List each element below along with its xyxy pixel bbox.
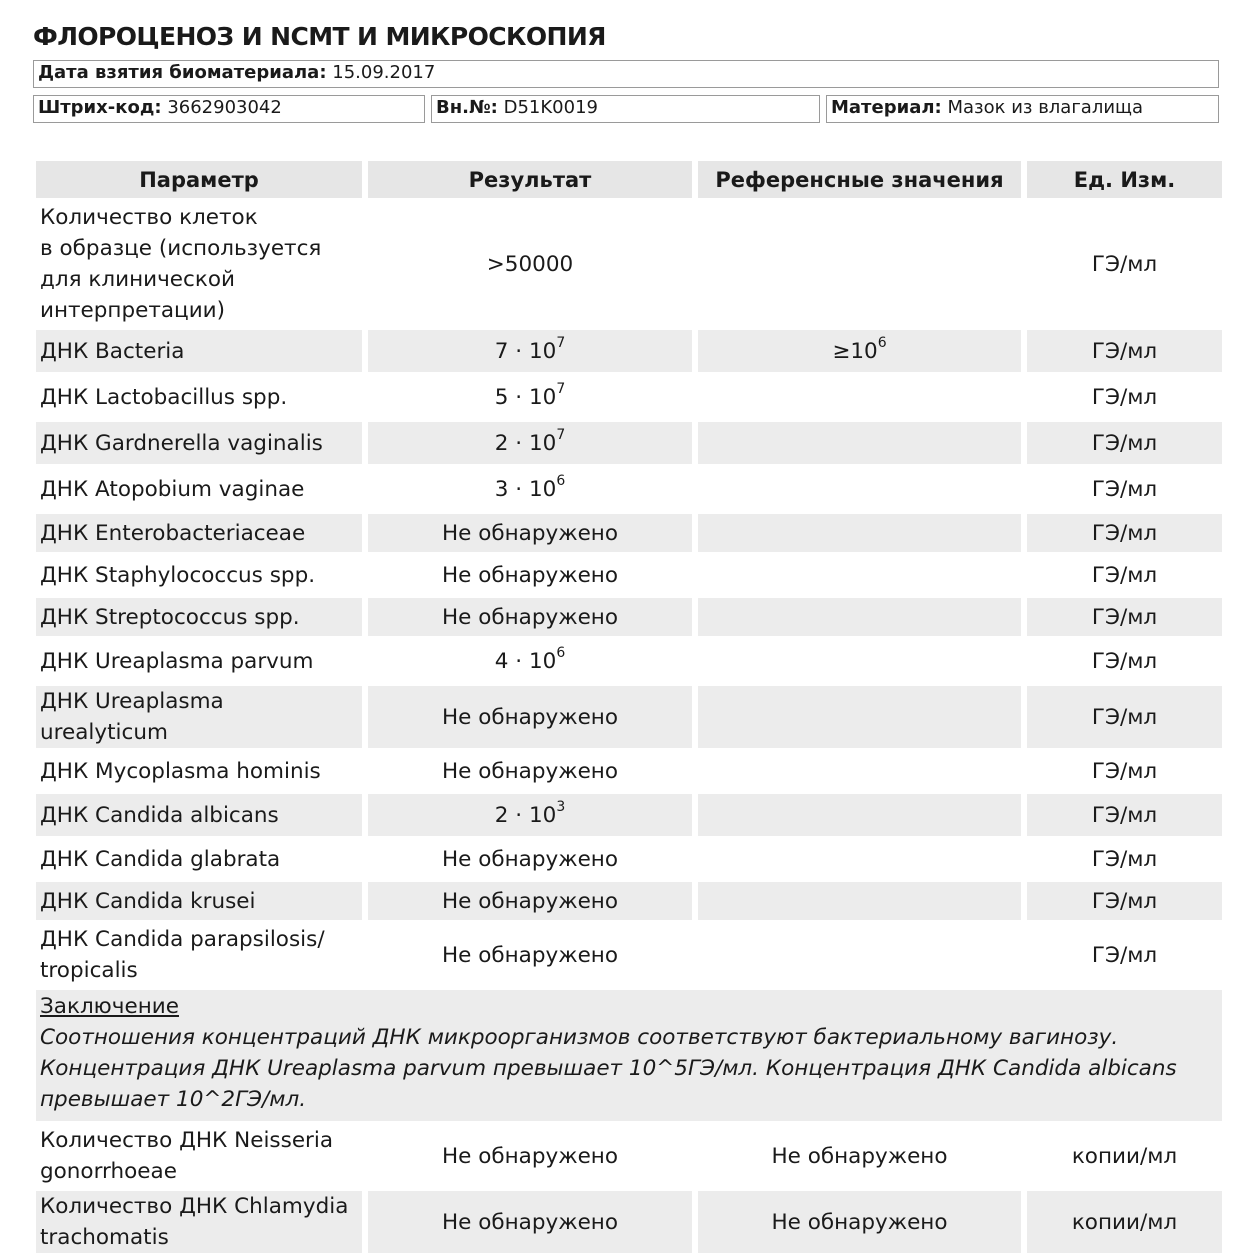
unit-cell: ГЭ/мл [1027,882,1222,920]
table-row [36,598,1222,636]
unit-cell: копии/мл [1071,1143,1178,1169]
unit-cell: ГЭ/мл [1027,330,1222,372]
conclusion-text: Соотношения концентраций ДНК микроорганизмов соответствуют бактериальному вагинозу. Концентрация ДНК Ureaplasma parvum превышает 10^5ГЭ/мл. Концентрация ДНК Candida albicans превышает 10^2ГЭ/мл. [40,1025,1177,1112]
column-header-reference: Референсные значения [698,161,1021,198]
unit-cell: ГЭ/мл [1091,942,1158,968]
unit-cell: ГЭ/мл [1091,648,1158,674]
result-cell [368,422,692,464]
result-cell [368,556,692,594]
unit-cell: ГЭ/мл [1091,846,1158,872]
table-row [36,1191,1222,1253]
result-value: Не обнаружено [441,942,619,968]
table-row [36,514,1222,552]
result-value: 3 · 10 [494,476,557,502]
reference-cell [698,330,1021,372]
result-value: >50000 [486,251,574,277]
parameter-cell: Количество клеток в образце (используется для клинической интерпретации) [40,205,322,323]
reference-exponent: 6 [877,334,887,351]
result-value: 4 · 10 [494,648,557,674]
result-cell [368,468,692,510]
column-header-unit: Ед. Изм. [1027,161,1222,198]
result-cell [368,840,692,878]
table-row [36,752,1222,790]
material-field [826,95,1219,123]
result-value: Не обнаружено [441,758,619,784]
table-row [36,422,1222,464]
unit-cell: ГЭ/мл [1091,384,1158,410]
reference-cell [698,686,1021,748]
result-cell [368,752,692,790]
unit-cell: ГЭ/мл [1027,422,1222,464]
table-row [36,840,1222,878]
result-cell [368,330,692,372]
result-cell [368,924,692,986]
parameter-cell: ДНК Lactobacillus spp. [40,384,288,410]
parameter-cell: ДНК Bacteria [36,330,362,372]
parameter-cell: ДНК Ureaplasma urealyticum [36,686,362,748]
column-header-result: Результат [368,161,692,198]
result-cell [368,794,692,836]
result-cell [368,686,692,748]
parameter-cell: ДНК Candida parapsilosis/ tropicalis [40,927,325,983]
reference-cell: Не обнаружено [698,1191,1021,1253]
result-exponent: 3 [556,798,566,815]
internal-number-field [431,95,820,123]
parameter-cell: ДНК Candida albicans [36,794,362,836]
results-table [30,157,1228,1257]
result-exponent: 7 [556,380,566,397]
sample-date-field [33,60,1219,88]
table-row [36,202,1222,326]
parameter-cell: ДНК Atopobium vaginae [40,476,305,502]
reference-cell [698,882,1021,920]
conclusion-row [36,990,1222,1121]
sample-date-label: Дата взятия биоматериала: [38,62,327,83]
result-value: 7 · 10 [494,338,557,364]
parameter-cell: ДНК Candida krusei [36,882,362,920]
result-value: Не обнаружено [441,888,619,914]
result-value: Не обнаружено [441,846,619,872]
unit-cell: ГЭ/мл [1091,562,1158,588]
table-row [36,640,1222,682]
parameter-cell: ДНК Mycoplasma hominis [40,758,321,784]
result-value: Не обнаружено [441,520,619,546]
parameter-cell: ДНК Ureaplasma parvum [40,648,314,674]
table-row [36,468,1222,510]
result-exponent: 7 [556,334,566,351]
barcode-value: 3662903042 [167,97,282,118]
table-row [36,686,1222,748]
table-row [36,794,1222,836]
reference-cell [698,794,1021,836]
table-row [36,330,1222,372]
result-cell: Не обнаружено [368,1191,692,1253]
reference-cell [698,202,1021,326]
result-cell [368,514,692,552]
result-value: 2 · 10 [494,430,557,456]
unit-cell: ГЭ/мл [1027,686,1222,748]
result-exponent: 6 [556,644,566,661]
result-cell [368,376,692,418]
result-exponent: 6 [556,472,566,489]
table-row [36,556,1222,594]
reference-cell [698,376,1021,418]
result-cell [368,640,692,682]
page-title: ФЛОРОЦЕНОЗ И NCMT И МИКРОСКОПИЯ [33,22,606,51]
reference-cell [698,924,1021,986]
column-header-parameter: Параметр [36,161,362,198]
table-row [36,924,1222,986]
unit-cell: копии/мл [1027,1191,1222,1253]
barcode-label: Штрих-код: [38,97,162,118]
unit-cell: ГЭ/мл [1091,758,1158,784]
result-exponent: 7 [556,426,566,443]
parameter-cell: Количество ДНК Neisseria gonorrhoeae [40,1128,334,1184]
table-row [36,1125,1222,1187]
result-cell [368,598,692,636]
unit-cell: ГЭ/мл [1027,598,1222,636]
reference-cell [698,640,1021,682]
result-cell [368,882,692,920]
table-row [36,882,1222,920]
material-value: Мазок из влагалища [947,97,1144,118]
result-cell [368,202,692,326]
parameter-cell: ДНК Gardnerella vaginalis [36,422,362,464]
reference-cell [698,468,1021,510]
reference-value: ≥10 [832,338,878,364]
sample-date-value: 15.09.2017 [332,62,436,83]
unit-cell: ГЭ/мл [1091,251,1158,277]
barcode-field [33,95,425,123]
parameter-cell: Количество ДНК Chlamydia trachomatis [36,1191,362,1253]
conclusion-heading: Заключение [40,994,179,1019]
result-value: Не обнаружено [441,604,619,630]
parameter-cell: ДНК Candida glabrata [40,846,281,872]
reference-cell [698,598,1021,636]
result-value: 2 · 10 [494,802,557,828]
material-label: Материал: [831,97,942,118]
unit-cell: ГЭ/мл [1027,514,1222,552]
internal-number-label: Вн.№: [436,97,498,118]
reference-cell: Не обнаружено [771,1143,948,1169]
table-row [36,376,1222,418]
result-value: 5 · 10 [494,384,557,410]
reference-cell [698,840,1021,878]
conclusion-cell [36,990,1222,1121]
reference-cell [698,556,1021,594]
table-header-row [36,161,1222,198]
unit-cell: ГЭ/мл [1027,794,1222,836]
internal-number-value: D51K0019 [503,97,598,118]
parameter-cell: ДНК Streptococcus spp. [36,598,362,636]
reference-cell [698,752,1021,790]
reference-cell [698,422,1021,464]
result-value: Не обнаружено [441,704,619,730]
parameter-cell: ДНК Enterobacteriaceae [36,514,362,552]
result-cell: Не обнаружено [441,1143,619,1169]
unit-cell: ГЭ/мл [1091,476,1158,502]
result-value: Не обнаружено [441,562,619,588]
reference-cell [698,514,1021,552]
parameter-cell: ДНК Staphylococcus spp. [40,562,316,588]
